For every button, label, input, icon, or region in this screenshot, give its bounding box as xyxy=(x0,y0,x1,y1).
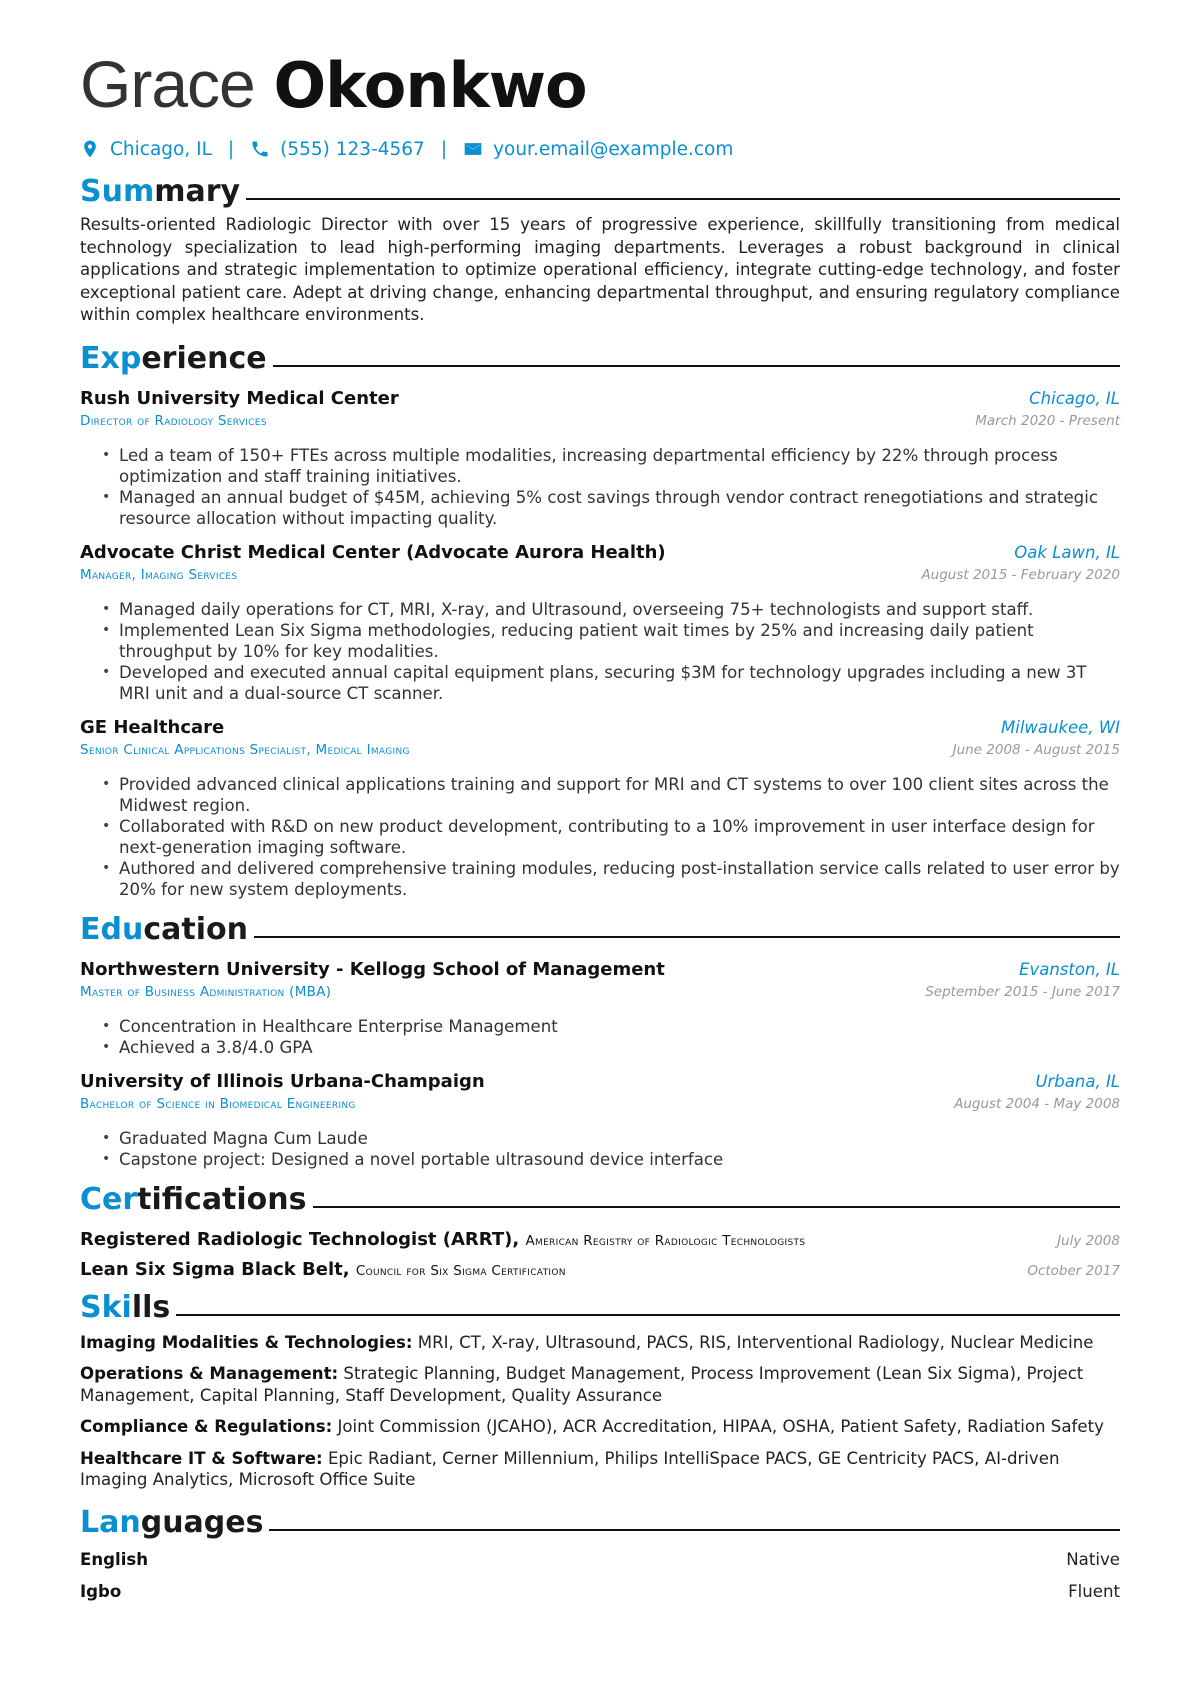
skill-items: Epic Radiant, Cerner Millennium, Philips IntelliSpace PACS, GE Centricity PACS, AI-driven Imaging Analytics, Microsoft Office Suite xyxy=(80,1448,1060,1490)
experience-entry xyxy=(80,716,1120,900)
list-item: • Graduated Magna Cum Laude xyxy=(102,1128,1120,1149)
first-name: Grace xyxy=(80,47,255,121)
skill-group xyxy=(80,1363,1120,1406)
list-item: • Achieved a 3.8/4.0 GPA xyxy=(102,1037,1120,1058)
certification-item: Lean Six Sigma Black Belt, Council for Six Sigma Certification October 2017 xyxy=(80,1258,1120,1280)
list-item: • Authored and delivered comprehensive training modules, reducing post-installation service calls related to user error by 20% for new system deployments. xyxy=(102,858,1120,900)
job-title: Manager, Imaging Services xyxy=(80,566,238,583)
experience-title-rest: erience xyxy=(141,340,267,376)
skill-group xyxy=(80,1448,1120,1491)
email-link[interactable]: your.email@example.com xyxy=(493,138,734,160)
job-location: Oak Lawn, IL xyxy=(1014,542,1120,562)
school-name: University of Illinois Urbana-Champaign xyxy=(80,1070,485,1092)
skill-group xyxy=(80,1416,1120,1438)
section-divider xyxy=(269,1529,1120,1531)
degree: Master of Business Administration (MBA) xyxy=(80,983,332,1000)
contact-location xyxy=(80,139,212,160)
job-location: Milwaukee, WI xyxy=(1001,717,1120,737)
resume-page xyxy=(80,0,1120,1602)
section-divider xyxy=(246,198,1120,200)
list-item: • Developed and executed annual capital equipment plans, securing $3M for technology upgrades including a new 3T MRI unit and a dual-source CT scanner. xyxy=(102,662,1120,704)
map-pin-icon xyxy=(80,139,100,159)
skill-category: Imaging Modalities & Technologies: xyxy=(80,1332,413,1352)
languages-heading xyxy=(80,1503,1120,1543)
certifications-title-rest: tifications xyxy=(137,1181,307,1217)
contact-separator: | xyxy=(440,138,448,160)
certification-name: Registered Radiologic Technologist (ARRT) xyxy=(80,1228,513,1250)
school-location: Evanston, IL xyxy=(1019,959,1120,979)
certification-issuer: Council for Six Sigma Certification xyxy=(355,1262,566,1279)
list-item: • Managed daily operations for CT, MRI, X-ray, and Ultrasound, overseeing 75+ technologists and support staff. xyxy=(102,599,1120,620)
education-entry xyxy=(80,1070,1120,1170)
contact-separator: | xyxy=(227,138,235,160)
contact-email[interactable] xyxy=(463,139,733,160)
school-location: Urbana, IL xyxy=(1035,1071,1120,1091)
contact-bar xyxy=(80,134,1120,164)
certification-item: Registered Radiologic Technologist (ARRT), American Registry of Radiologic Technologists July 2008 xyxy=(80,1228,1120,1250)
job-title: Director of Radiology Services xyxy=(80,412,267,429)
employer-name: Rush University Medical Center xyxy=(80,387,399,409)
education-entry xyxy=(80,958,1120,1058)
achievement-list xyxy=(80,599,1120,704)
education-title-accent: Edu xyxy=(80,911,144,947)
job-title: Senior Clinical Applications Specialist, Medical Imaging xyxy=(80,741,410,758)
list-item: • Collaborated with R&D on new product development, contributing to a 10% improvement in user interface design for next-generation imaging software. xyxy=(102,816,1120,858)
language-name: Igbo xyxy=(80,1581,122,1601)
job-dates: August 2015 - February 2020 xyxy=(921,566,1120,583)
skills-title-accent: Ski xyxy=(80,1289,132,1325)
language-item xyxy=(80,1549,1120,1570)
list-item: • Capstone project: Designed a novel portable ultrasound device interface xyxy=(102,1149,1120,1170)
section-divider xyxy=(273,365,1120,367)
candidate-name xyxy=(80,44,1120,124)
phone-icon xyxy=(250,139,270,159)
certification-date: July 2008 xyxy=(1057,1232,1120,1249)
job-location: Chicago, IL xyxy=(1029,388,1120,408)
certification-date: October 2017 xyxy=(1027,1262,1120,1279)
language-name: English xyxy=(80,1549,149,1569)
certification-issuer: American Registry of Radiologic Technologists xyxy=(525,1232,806,1249)
certifications-heading xyxy=(80,1180,1120,1220)
language-level: Native xyxy=(1066,1549,1120,1569)
study-dates: September 2015 - June 2017 xyxy=(925,983,1120,1000)
section-divider xyxy=(254,936,1120,938)
skill-category: Compliance & Regulations: xyxy=(80,1417,333,1437)
education-details xyxy=(80,1128,1120,1170)
experience-entry xyxy=(80,541,1120,704)
experience-title-accent: Exp xyxy=(80,340,142,376)
skill-items: MRI, CT, X-ray, Ultrasound, PACS, RIS, Interventional Radiology, Nuclear Medicine xyxy=(417,1332,1094,1352)
skill-category: Operations & Management: xyxy=(80,1364,339,1384)
last-name: Okonkwo xyxy=(273,49,587,122)
section-divider xyxy=(176,1314,1120,1316)
experience-entry xyxy=(80,387,1120,529)
envelope-icon xyxy=(463,139,483,159)
summary-title-rest: mary xyxy=(154,174,241,209)
skill-category: Healthcare IT & Software: xyxy=(80,1448,323,1468)
job-dates: June 2008 - August 2015 xyxy=(952,741,1120,758)
skill-items: Joint Commission (JCAHO), ACR Accreditation, HIPAA, OSHA, Patient Safety, Radiation Safety xyxy=(337,1417,1104,1437)
language-level: Fluent xyxy=(1068,1581,1120,1601)
employer-name: GE Healthcare xyxy=(80,716,225,738)
contact-phone[interactable] xyxy=(250,139,425,160)
school-name: Northwestern University - Kellogg School of Management xyxy=(80,958,665,980)
skills-title-rest: lls xyxy=(131,1289,171,1325)
study-dates: August 2004 - May 2008 xyxy=(954,1095,1120,1112)
languages-title-accent: Lan xyxy=(80,1504,141,1540)
certification-name: Lean Six Sigma Black Belt xyxy=(80,1258,343,1280)
list-item: • Concentration in Healthcare Enterprise Management xyxy=(102,1016,1120,1037)
list-item: • Provided advanced clinical applications training and support for MRI and CT systems to over 100 client sites across the Midwest region. xyxy=(102,774,1120,816)
education-title-rest: cation xyxy=(143,911,248,947)
section-divider xyxy=(313,1206,1120,1208)
achievement-list xyxy=(80,445,1120,529)
certifications-title-accent: Cer xyxy=(80,1181,138,1217)
list-item: • Implemented Lean Six Sigma methodologies, reducing patient wait times by 25% and increasing daily patient throughput by 10% for key modalities. xyxy=(102,620,1120,662)
language-item xyxy=(80,1581,1120,1602)
job-dates: March 2020 - Present xyxy=(975,412,1120,429)
education-details xyxy=(80,1016,1120,1058)
achievement-list xyxy=(80,774,1120,900)
education-heading xyxy=(80,910,1120,950)
skill-items: Strategic Planning, Budget Management, Process Improvement (Lean Six Sigma), Project Management, Capital Planning, Staff Development, Quality Assurance xyxy=(80,1364,1084,1405)
summary-text: Results-oriented Radiologic Director with over 15 years of progressive experience, skillfully transitioning from medical technology specialization to lead high-performing imaging departments. Leverages a robust background in clinical applications and strategic implementation to optimize operational efficiency, integrate cutting-edge technology, and foster exceptional patient care. Adept at driving change, enhancing departmental throughput, and ensuring regulatory compliance within complex healthcare environments. xyxy=(80,215,1120,325)
employer-name: Advocate Christ Medical Center (Advocate Aurora Health) xyxy=(80,541,666,563)
experience-heading xyxy=(80,339,1120,379)
phone-text: (555) 123-4567 xyxy=(280,138,425,160)
skills-heading xyxy=(80,1288,1120,1328)
summary-heading xyxy=(80,172,1120,212)
location-text: Chicago, IL xyxy=(110,138,212,160)
degree: Bachelor of Science in Biomedical Engineering xyxy=(80,1095,356,1112)
summary-title-accent: Sum xyxy=(80,174,155,209)
languages-title-rest: guages xyxy=(140,1504,264,1540)
list-item: • Managed an annual budget of $45M, achieving 5% cost savings through vendor contract renegotiations and strategic resource allocation without impacting quality. xyxy=(102,487,1120,529)
list-item: • Led a team of 150+ FTEs across multiple modalities, increasing departmental efficiency by 22% through process optimization and staff training initiatives. xyxy=(102,445,1120,487)
skill-group xyxy=(80,1332,1120,1354)
